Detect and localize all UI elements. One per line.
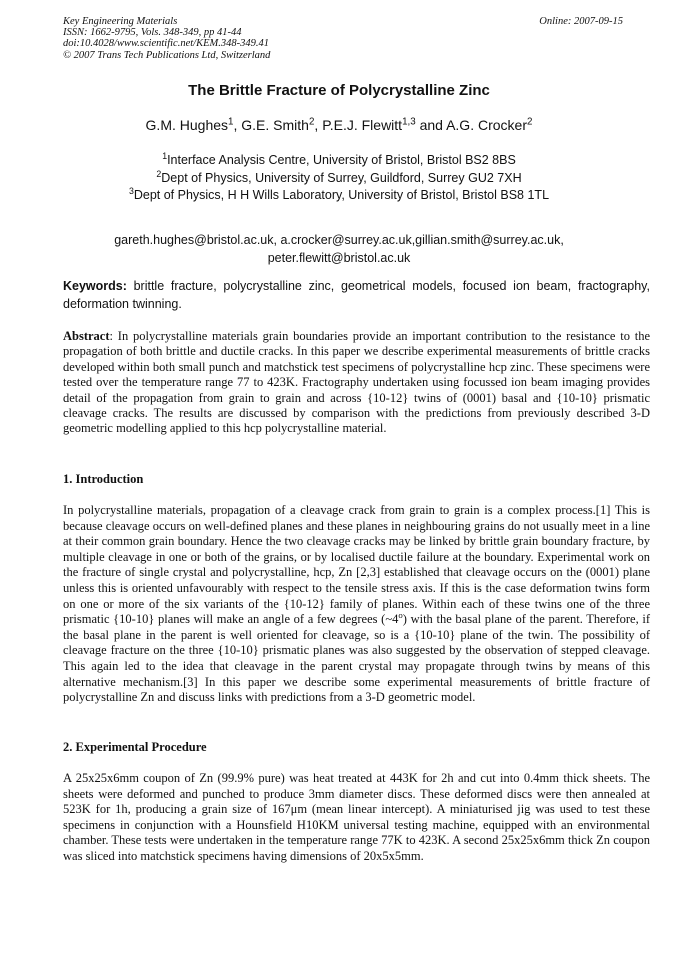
keywords-text: brittle fracture, polycrystalline zinc, geometrical models, focused ion beam, fractography, deformation twinning. [63, 279, 650, 311]
affiliation [0, 152, 678, 170]
author: A.G. Crocker [446, 117, 527, 133]
abstract-text: : In polycrystalline materials grain boundaries provide an important contribution to the resistance to the propagation of both brittle and ductile cracks. In this paper we describe experimental measurements of brittle cracks developed within both small punch and matchstick test specimens of polycrystalline hcp zinc. These specimens were tested over the temperature range 77 to 423K. Fractography undertaken using focussed ion beam imaging provides detail of the propagation from grain to grain and across {10-12} twins of (0001) basal and {10-10} prismatic cleavage cracks. The results are discussed by comparison with the predictions from previously described 3-D geometric modelling applied to this hcp polycrystalline material. [63, 329, 650, 436]
author-sep: , [233, 117, 242, 133]
author-list [0, 117, 678, 133]
author: G.E. Smith [241, 117, 309, 133]
affil-mark: 1 [162, 150, 168, 161]
affiliation [0, 187, 678, 205]
affil-mark: 2 [156, 168, 162, 179]
affil-text: Interface Analysis Centre, University of Bristol, Bristol BS2 8BS [167, 153, 516, 167]
author-affil-mark: 1,3 [402, 116, 416, 128]
section-heading: 2. Experimental Procedure [63, 740, 207, 754]
author-affil-mark: 2 [308, 116, 315, 128]
journal-name: Key Engineering Materials [63, 16, 178, 27]
degree-mark: o [398, 610, 403, 620]
intro-text-cont: ) with the basal plane of the parent. Therefore, if the basal plane in the parent is well oriented for cleavage, so is a {10-10} plane of the twin. The possibility of cleavage fracture on the three {10-10} prismatic planes was also suggested by the observation of stepped cleavage. This again led to the idea that cleavage in the parent crystal may propagate through twins by means of this alternative mechanism.[3] In this paper we describe some experimental measurements of brittle fracture of polycrystalline Zn and discuss links with predictions from a 3-D geometric model. [63, 612, 650, 705]
keywords [63, 278, 650, 313]
journal-header [63, 16, 623, 61]
affil-mark: 3 [128, 185, 134, 196]
affiliations [0, 152, 678, 205]
issn-line: ISSN: 1662-9795, Vols. 348-349, pp 41-44 [63, 27, 242, 39]
keywords-label: Keywords: [63, 279, 127, 293]
paper-title: The Brittle Fracture of Polycrystalline Zinc [188, 82, 490, 99]
author: P.E.J. Flewitt [322, 117, 403, 133]
intro-text: In polycrystalline materials, propagation of a cleavage crack from grain to grain is a complex process.[1] This is because cleavage occurs on well-defined planes and these planes in neighbouring grains do not usually meet in a line at their common grain boundary. Hence the two cleavage cracks may be linked by brittle grain boundary fracture, by multiple cleavage in one or both of the grains, or by localised ductile failure at the boundary. Experimental work on the fracture of single crystal and polycrystalline, hcp, Zn [2,3] established that cleavage occurs on the (0001) plane unless this is oriented unfavourably with respect to the tensile stress axis. If this is the case deformation twins form on one or more of the six variants of the {10-12} family of planes. Within each of these twins one of the three prismatic {10-10} planes will make an angle of a few degrees (~4 [63, 503, 650, 627]
author-sep: and [415, 117, 447, 133]
section-body: A 25x25x6mm coupon of Zn (99.9% pure) was heat treated at 443K for 2h and cut into 0.4mm thick sheets. The sheets were deformed and punched to produce 3mm diameter discs. These deformed discs were then annealed at 523K for 1h, producing a grain size of 167μm (mean linear intercept). A miniaturised jig was used to test these specimens in conjunction with a Hounsfield H10KM universal testing machine, equipped with an environmental chamber. These tests were undertaken in the temperature range 77K to 423K. A second 25x25x6mm thick Zn coupon was sliced into matchstick specimens having dimensions of 20x5x5mm. [63, 771, 650, 863]
author-affil-mark: 2 [526, 116, 533, 128]
affil-text: Dept of Physics, University of Surrey, Guildford, Surrey GU2 7XH [161, 170, 522, 185]
online-date: Online: 2007-09-15 [539, 16, 623, 27]
copyright-line: © 2007 Trans Tech Publications Ltd, Switzerland [63, 49, 271, 61]
doi-line: doi:10.4028/www.scientific.net/KEM.348-349.41 [63, 38, 269, 50]
affil-text: Dept of Physics, H H Wills Laboratory, University of Bristol, Bristol BS8 1TL [133, 188, 550, 202]
author-sep: , [314, 117, 323, 133]
abstract [63, 329, 650, 437]
affiliation [0, 170, 678, 188]
section-heading: 1. Introduction [63, 472, 144, 486]
author-emails: gareth.hughes@bristol.ac.uk, a.crocker@surrey.ac.uk,gillian.smith@surrey.ac.uk, peter.flewitt@bristol.ac.uk [114, 233, 564, 265]
author-affil-mark: 1 [228, 116, 234, 128]
author: G.M. Hughes [145, 117, 229, 133]
section-body [63, 503, 650, 706]
abstract-label: Abstract [63, 329, 110, 343]
